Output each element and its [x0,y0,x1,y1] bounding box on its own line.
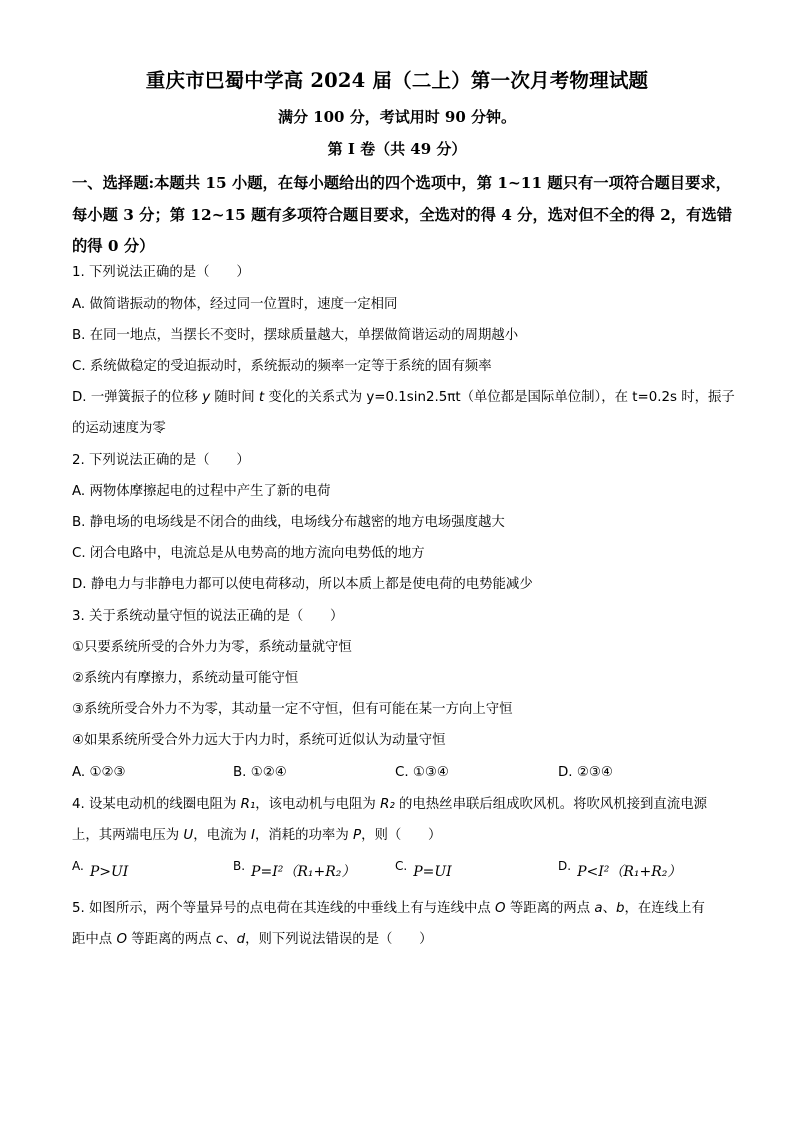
q4-var-r2: R₂ [380,797,395,812]
question-3-statement-2: ②系统内有摩擦力，系统动量可能守恒 [72,671,299,686]
q4-text-5: ，电流为 [193,828,252,843]
q4-var-u: U [183,828,194,843]
question-2-option-d: D. 静电力与非静电力都可以使电荷移动，所以本质上都是使电荷的电势能减少 [72,577,533,592]
question-3-option-a: A. ①②③ [72,765,126,780]
q5-text-2: 等距离的两点 [505,901,595,916]
question-3-option-b: B. ①②④ [233,765,287,780]
q5-var-o: O [495,901,506,916]
question-3-statement-4: ④如果系统所受合外力远大于内力时，系统可近似认为动量守恒 [72,733,446,748]
question-4-stem-line-1 [72,795,734,815]
question-5-stem-line-2 [72,930,734,950]
question-3-stem: 3. 关于系统动量守恒的说法正确的是（ ） [72,609,344,624]
q4-text-2: ，该电动机与电阻为 [255,797,381,812]
q4-option-b-label: B. [233,859,246,873]
q1d-text-3: 变化的关系式为 [264,390,367,405]
question-1-option-d-cont: 的运动速度为零 [72,421,166,436]
question-1-stem: 1. 下列说法正确的是（ ） [72,265,250,280]
q4-var-p: P [352,828,362,843]
q4-option-a-formula: P>UI [89,864,129,880]
q5-text-3: 、 [602,901,617,916]
q4-text-1: 4. 设某电动机的线圈电阻为 [72,797,241,812]
q4-var-r1: R₁ [240,797,256,812]
question-3-statement-3: ③系统所受合外力不为零，其动量一定不守恒，但有可能在某一方向上守恒 [72,702,513,717]
question-2-option-c: C. 闭合电路中，电流总是从电势高的地方流向电势低的地方 [72,546,425,561]
q4-option-a-label: A. [72,859,84,873]
q4-text-4: 上，其两端电压为 [72,828,184,843]
q1d-var-y: y [202,390,211,405]
question-4-stem-line-2 [72,826,734,846]
q1d-formula: y=0.1sin2.5πt [366,390,461,405]
q5-text-7: 、 [223,932,237,947]
q1d-time: t=0.2s [632,390,677,405]
q5-var-c: c [215,932,224,947]
q5-var-d: d [236,932,246,947]
exam-subtitle: 满分 100 分，考试用时 90 分钟。 [277,108,517,126]
question-3-statement-1: ①只要系统所受的合外力为零，系统动量就守恒 [72,640,352,655]
exam-title: 重庆市巴蜀中学高 2024 届（二上）第一次月考物理试题 [145,69,649,92]
q5-text-5: 距中点 [72,932,117,947]
question-2-option-b: B. 静电场的电场线是不闭合的曲线，电场线分布越密的地方电场强度越大 [72,515,505,530]
q4-option-c-label: C. [395,859,408,873]
q5-text-1: 5. 如图所示，两个等量异号的点电荷在其连线的中垂线上有与连线中点 [72,901,496,916]
question-4-option-c [395,859,452,883]
q4-text-7: ，则（ ） [361,828,442,843]
question-3-option-c: C. ①③④ [395,765,449,780]
question-4-option-b [233,859,356,883]
question-5-stem-line-1 [72,899,734,919]
q5-text-8: ，则下列说法错误的是（ ） [245,932,433,947]
question-2-stem: 2. 下列说法正确的是（ ） [72,453,250,468]
question-4-option-d [558,859,682,883]
question-2-option-a: A. 两物体摩擦起电的过程中产生了新的电荷 [72,484,331,499]
q4-option-d-formula: P<I²（R₁+R₂） [577,864,682,880]
q4-option-c-formula: P=UI [413,864,452,880]
q1d-text-2: 随时间 [210,390,259,405]
q5-text-4: ，在连线上有 [624,901,705,916]
q1d-text-4: （单位都是国际单位制），在 [460,390,633,405]
q5-var-a: a [594,901,603,916]
question-1-option-d [72,388,734,408]
question-1-option-b: B. 在同一地点，当摆长不变时，摆球质量越大，单摆做简谐运动的周期越小 [72,328,519,343]
volume-heading: 第 I 卷（共 49 分） [327,140,467,158]
q5-var-o-2: O [116,932,127,947]
q5-text-6: 等距离的两点 [126,932,216,947]
question-1-option-a: A. 做简谐振动的物体，经过同一位置时，速度一定相同 [72,297,398,312]
q4-option-b-formula: P=I²（R₁+R₂） [251,864,356,880]
q4-var-i: I [251,828,255,843]
question-1-option-c: C. 系统做稳定的受迫振动时，系统振动的频率一定等于系统的固有频率 [72,359,492,374]
q4-option-d-label: D. [558,859,572,873]
q1d-text-5: 时，振子 [676,390,735,405]
q1d-text-1: D. 一弹簧振子的位移 [72,390,203,405]
q5-var-b: b [616,901,625,916]
q4-text-6: ，消耗的功率为 [254,828,353,843]
question-3-option-d: D. ②③④ [558,765,613,780]
section-intro: 一、选择题:本题共 15 小题，在每小题给出的四个选项中，第 1~11 题只有一项符合题目要求，每小题 3 分；第 12~15 题有多项符合题目要求，全选对的得 4 分，选对但不全的得 2，有选错的得 0 分） [72,174,732,255]
q4-text-3: 的电热丝串联后组成吹风机。将吹风机接到直流电源 [394,797,707,812]
question-4-option-a [72,859,129,883]
q1d-var-t: t [258,390,265,405]
